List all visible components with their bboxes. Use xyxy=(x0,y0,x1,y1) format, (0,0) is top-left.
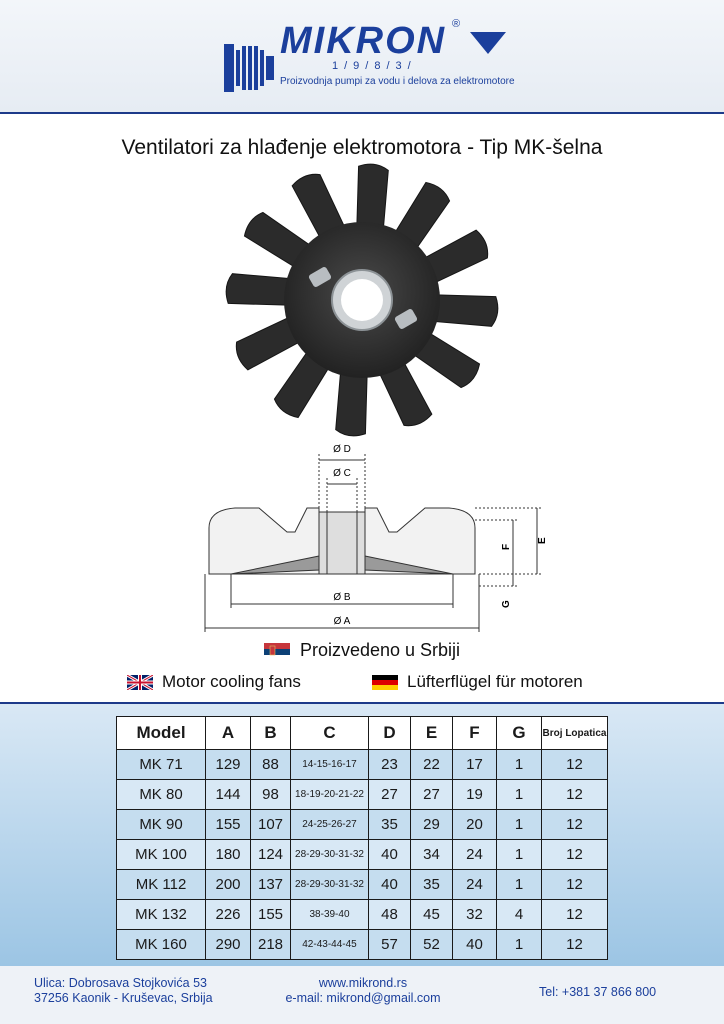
table-cell: 27 xyxy=(411,780,453,810)
label-dim-e: E xyxy=(537,537,548,544)
table-cell: MK 132 xyxy=(117,900,206,930)
label-dim-d: Ø D xyxy=(333,444,351,455)
table-cell: 180 xyxy=(206,840,251,870)
table-cell: MK 160 xyxy=(117,930,206,960)
label-dim-b: Ø B xyxy=(333,592,351,603)
table-cell: 12 xyxy=(542,840,608,870)
table-cell: 28-29-30-31-32 xyxy=(291,870,369,900)
mikron-logo xyxy=(222,18,515,96)
table-cell: MK 71 xyxy=(117,750,206,780)
header-e: E xyxy=(411,717,453,750)
table-cell: 17 xyxy=(453,750,497,780)
fan-hub-hole xyxy=(341,279,383,321)
table-cell: 27 xyxy=(369,780,411,810)
table-header-row xyxy=(117,717,608,750)
header-a: A xyxy=(206,717,251,750)
table-cell: 12 xyxy=(542,810,608,840)
table-cell: 18-19-20-21-22 xyxy=(291,780,369,810)
table-row xyxy=(117,930,608,960)
table-cell: 28-29-30-31-32 xyxy=(291,840,369,870)
table-row xyxy=(117,900,608,930)
table-cell: 12 xyxy=(542,930,608,960)
table-cell: 98 xyxy=(251,780,291,810)
table-cell: 57 xyxy=(369,930,411,960)
header-blade-count: Broj Lopatica xyxy=(542,717,608,750)
table-cell: 34 xyxy=(411,840,453,870)
table-cell: 12 xyxy=(542,780,608,810)
table-cell: 24 xyxy=(453,870,497,900)
table-cell: 1 xyxy=(497,930,542,960)
header-d: D xyxy=(369,717,411,750)
label-dim-c: Ø C xyxy=(333,468,351,479)
page-title: Ventilatori za hlađenje elektromotora - Tip MK-šelna xyxy=(121,136,603,159)
german-label xyxy=(372,672,583,692)
english-text: Motor cooling fans xyxy=(162,672,301,691)
table-row xyxy=(117,810,608,840)
phone-number: Tel: +381 37 866 800 xyxy=(539,985,657,999)
table-cell: 290 xyxy=(206,930,251,960)
tagline: Proizvodnja pumpi za vodu i delova za elektromotore xyxy=(280,76,515,87)
table-cell: 45 xyxy=(411,900,453,930)
english-label xyxy=(127,672,301,692)
table-cell: 22 xyxy=(411,750,453,780)
brand-name: MIKRON xyxy=(280,20,447,62)
table-cell: 40 xyxy=(369,840,411,870)
label-dim-a: Ø A xyxy=(333,616,351,627)
table-cell: 35 xyxy=(411,870,453,900)
made-in-text: Proizvedeno u Srbiji xyxy=(299,640,461,660)
table-cell: 24 xyxy=(453,840,497,870)
table-cell: 137 xyxy=(251,870,291,900)
table-cell: 200 xyxy=(206,870,251,900)
table-cell: 1 xyxy=(497,810,542,840)
table-row xyxy=(117,750,608,780)
table-cell: MK 100 xyxy=(117,840,206,870)
website-link[interactable]: www.mikrond.rs xyxy=(318,976,408,990)
registered-mark: ® xyxy=(452,18,461,30)
table-cell: 129 xyxy=(206,750,251,780)
table-row xyxy=(117,870,608,900)
header-g: G xyxy=(497,717,542,750)
table-cell: 107 xyxy=(251,810,291,840)
header-c: C xyxy=(291,717,369,750)
table-row xyxy=(117,780,608,810)
uk-flag-icon xyxy=(127,675,153,690)
table-cell: 32 xyxy=(453,900,497,930)
header xyxy=(0,0,724,114)
table-cell: 24-25-26-27 xyxy=(291,810,369,840)
table-cell: 155 xyxy=(206,810,251,840)
made-in-serbia xyxy=(0,640,724,661)
table-cell: MK 80 xyxy=(117,780,206,810)
header-b: B xyxy=(251,717,291,750)
table-cell: MK 90 xyxy=(117,810,206,840)
header-model: Model xyxy=(117,717,206,750)
german-text: Lüfterflügel für motoren xyxy=(407,672,583,691)
table-cell: 155 xyxy=(251,900,291,930)
pump-logo-icon xyxy=(222,38,280,98)
address-line-1: Ulica: Dobrosava Stojkovića 53 xyxy=(34,976,207,990)
table-cell: 1 xyxy=(497,780,542,810)
table-cell: 40 xyxy=(369,870,411,900)
table-cell: 52 xyxy=(411,930,453,960)
table-cell: 19 xyxy=(453,780,497,810)
table-cell: 12 xyxy=(542,900,608,930)
header-f: F xyxy=(453,717,497,750)
footer xyxy=(0,966,724,1024)
germany-flag-icon xyxy=(372,675,398,690)
table-cell: 23 xyxy=(369,750,411,780)
table-cell: 1 xyxy=(497,750,542,780)
address-line-2: 37256 Kaonik - Kruševac, Srbija xyxy=(34,991,213,1005)
table-cell: 12 xyxy=(542,750,608,780)
table-cell: 29 xyxy=(411,810,453,840)
label-dim-g: G xyxy=(501,600,512,608)
table-cell: 40 xyxy=(453,930,497,960)
serbia-flag-icon xyxy=(264,643,290,660)
table-cell: 218 xyxy=(251,930,291,960)
table-cell: 48 xyxy=(369,900,411,930)
founding-year: 1/9/8/3/ xyxy=(332,60,417,72)
table-cell: 14-15-16-17 xyxy=(291,750,369,780)
email-link[interactable]: e-mail: mikrond@gmail.com xyxy=(285,991,441,1005)
table-cell: 42-43-44-45 xyxy=(291,930,369,960)
footer-contact xyxy=(278,976,448,1006)
dimension-drawing xyxy=(195,440,555,635)
table-cell: 35 xyxy=(369,810,411,840)
table-cell: 226 xyxy=(206,900,251,930)
table-cell: 20 xyxy=(453,810,497,840)
table-row xyxy=(117,840,608,870)
table-cell: 88 xyxy=(251,750,291,780)
table-cell: 4 xyxy=(497,900,542,930)
fan-photo xyxy=(200,160,524,440)
table-cell: 12 xyxy=(542,870,608,900)
table-cell: MK 112 xyxy=(117,870,206,900)
label-dim-f: F xyxy=(501,543,512,550)
footer-address xyxy=(34,976,213,1006)
spec-table xyxy=(116,716,608,960)
table-cell: 1 xyxy=(497,870,542,900)
table-cell: 38-39-40 xyxy=(291,900,369,930)
triangle-logo-icon xyxy=(468,30,508,56)
table-cell: 1 xyxy=(497,840,542,870)
table-cell: 144 xyxy=(206,780,251,810)
table-cell: 124 xyxy=(251,840,291,870)
